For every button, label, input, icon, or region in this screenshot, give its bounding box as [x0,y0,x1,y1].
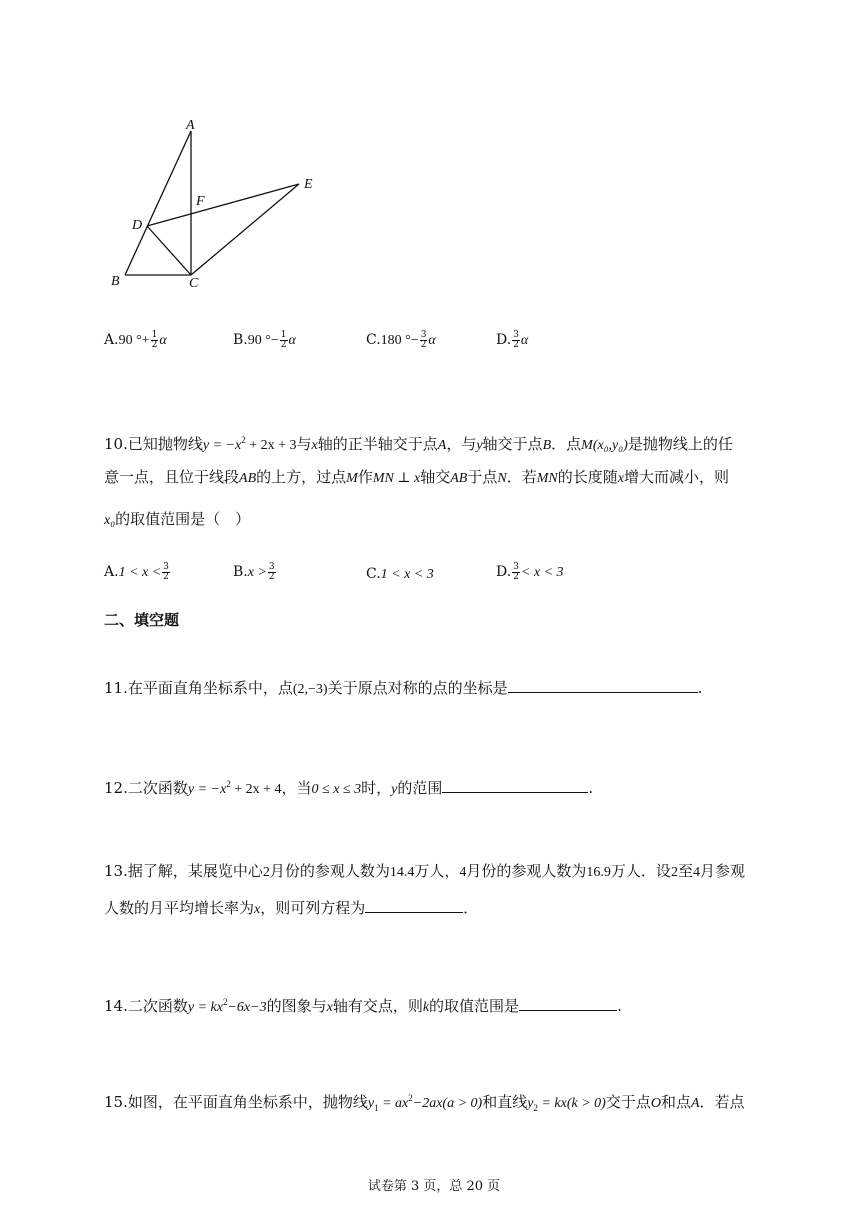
fraction: $\frac{3}{2}$ [268,561,275,582]
answer-blank[interactable] [519,996,617,1011]
answer-blank[interactable] [365,898,463,913]
fraction: $\frac{1}{2}$ [280,329,287,350]
q15-line: 15.如图，在平面直角坐标系中，抛物线$y_1 = ax^2-2ax(a > 0)$和直线$y_2 = kx(k > 0)$交于点O和点A．若点 [104,1093,745,1113]
label-b: B [111,274,120,289]
q10-option-b[interactable]: B.x > $\frac{3}{2}$ [233,561,275,582]
q10-option-a[interactable]: A.1 < x < $\frac{3}{2}$ [104,561,169,582]
label-f: F [196,194,205,209]
answer-blank[interactable] [508,678,698,693]
q10-line-3: x₀的取值范围是（ ） [104,510,251,528]
answer-blank[interactable] [442,778,588,793]
q12-line: 12.二次函数$y = -x^2 + 2x + 4$，当0 ≤ x ≤ 3时，y的范围 . [104,779,594,797]
fraction: $\frac{3}{2}$ [513,561,519,582]
q14-line: 14.二次函数$y = kx^2-6x-3$的图象与x轴有交点，则k的取值范围是 . [104,997,622,1015]
q10-option-d[interactable]: D. $\frac{3}{2}$ < x < 3 [496,561,564,582]
q10-option-c[interactable]: C.1 < x < 3 [366,566,434,582]
label-a: A [186,118,195,133]
q9-option-b[interactable]: B.90 °− $\frac{1}{2}$ α [233,329,296,350]
q9-option-c[interactable]: C.180 °− $\frac{3}{2}$ α [366,329,436,350]
fraction: $\frac{3}{2}$ [420,329,427,350]
q13-line-1: 13.据了解，某展览中心2月份的参观人数为14.4万人，4月份的参观人数为16.9万人．设2至4月参观 [104,862,745,880]
q10-line-1: 10.已知抛物线$y = -x^2 + 2x + 3$与x轴的正半轴交于点A，与y轴交于点B．点M(x₀,y₀)是抛物线上的任 [104,435,733,453]
q9-option-d[interactable]: D. $\frac{3}{2}$ α [496,329,529,350]
fraction: $\frac{1}{2}$ [151,329,158,350]
fraction: $\frac{3}{2}$ [513,329,519,350]
section-heading-fill-blank: 二、填空题 [104,611,180,629]
geometry-figure [100,110,330,300]
label-c: C [189,276,199,291]
q9-option-a[interactable]: A.90 °+ $\frac{1}{2}$ α [104,329,167,350]
page-footer: 试卷第 3 页，总 20 页 [367,1179,501,1194]
q11-line: 11.在平面直角坐标系中，点(2,−3)关于原点对称的点的坐标是 . [104,679,703,697]
q10-line-2: 意一点，且位于线段AB的上方，过点M作MN ⊥ x轴交AB于点N．若MN的长度随x增大而减小，则 [104,468,729,486]
q13-line-2: 人数的月平均增长率为x，则可列方程为 ． [104,899,479,917]
label-d: D [132,218,143,233]
label-e: E [304,177,313,192]
fraction: $\frac{3}{2}$ [163,561,169,582]
